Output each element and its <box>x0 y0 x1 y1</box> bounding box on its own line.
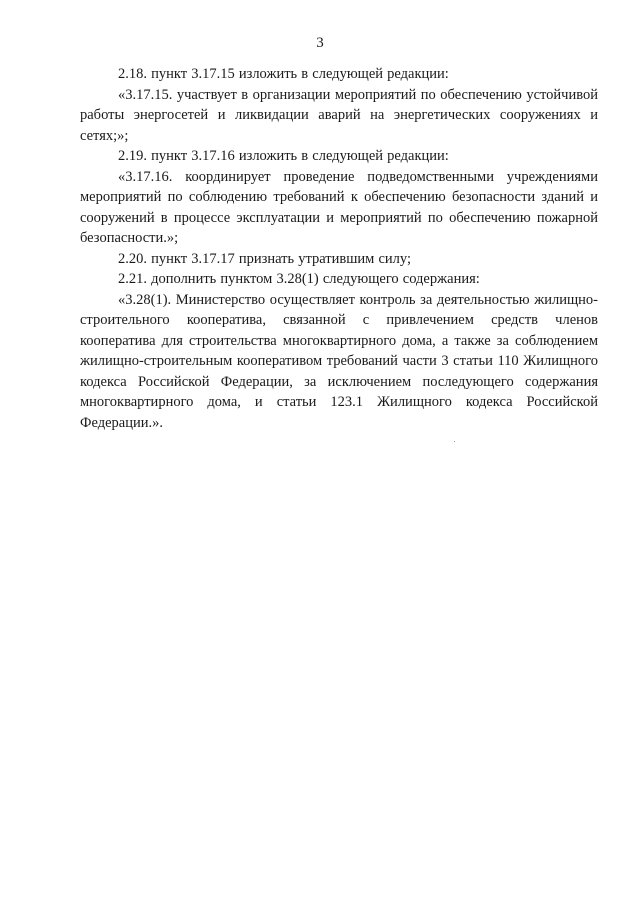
page-number: 3 <box>316 35 324 51</box>
paragraph-2-21: 2.21. дополнить пунктом 3.28(1) следующего содержания: <box>118 271 480 287</box>
scan-speck <box>454 441 455 442</box>
quoted-paragraph-3-28-1: «3.28(1). Министерство осуществляет контроль за деятельностью жилищно-строительного кооператива, связанной с привлечением средств членов кооператива для строительства многоквартирного дома, а также за соблюдением жилищно-строительным кооперативом требований части 3 статьи 110 Жилищного кодекса Российской Федерации, за исключением последующего содержания многоквартирного дома, и статьи 123.1 Жилищного кодекса Российской Федерации.». <box>80 291 598 431</box>
document-body <box>80 64 598 433</box>
paragraph-2-19: 2.19. пункт 3.17.16 изложить в следующей редакции: <box>118 148 449 164</box>
quoted-paragraph-3-17-16: «3.17.16. координирует проведение подведомственными учреждениями мероприятий по соблюдению требований к обеспечению безопасности зданий и сооружений в процессе эксплуатации и мероприятий по обеспечению пожарной безопасности.»; <box>80 168 598 246</box>
paragraph-2-18: 2.18. пункт 3.17.15 изложить в следующей редакции: <box>118 66 449 82</box>
paragraph-2-20: 2.20. пункт 3.17.17 признать утратившим силу; <box>118 250 411 267</box>
quoted-paragraph-3-17-15: «3.17.15. участвует в организации мероприятий по обеспечению устойчивой работы энергосетей и ликвидации аварий на энергетических сооружениях и сетях;»; <box>80 86 598 144</box>
